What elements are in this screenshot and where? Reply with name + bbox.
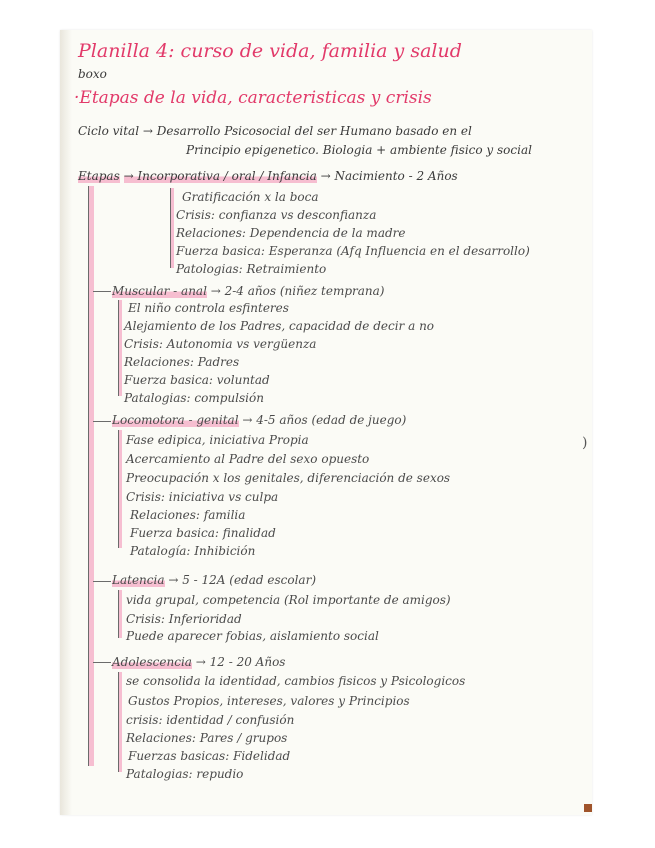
stage-1-item: Gratificación x la boca (182, 190, 319, 204)
stage-3-item: Crisis: iniciativa vs culpa (126, 490, 279, 504)
stage-1-range: → Nacimiento - 2 Años (320, 169, 458, 183)
main-vertical-bracket (88, 186, 94, 766)
stage-1-item: Relaciones: Dependencia de la madre (176, 226, 406, 240)
stage-5-bracket (118, 672, 122, 772)
stage-3-item: Acercamiento al Padre del sexo opuesto (126, 452, 370, 466)
stage-2-bracket (118, 300, 122, 396)
stage-3-item: Patalogía: Inhibición (130, 544, 256, 558)
stage-2-item: Patalogias: compulsión (124, 391, 264, 405)
page-binding-edge (60, 30, 72, 815)
stage-4-item: Crisis: Inferioridad (126, 612, 242, 626)
corner-mark (584, 804, 592, 812)
stages-label: Etapas (78, 169, 120, 183)
stage-2-heading: Muscular - anal (112, 284, 207, 298)
stage-3-bracket (118, 430, 122, 548)
stage-4-heading: Latencia (112, 573, 165, 587)
page-title: Planilla 4: curso de vida, familia y salud (78, 40, 462, 62)
stage-5-item: Gustos Propios, intereses, valores y Principios (128, 694, 410, 708)
margin-mark: ) (582, 435, 588, 451)
stage-5-item: se consolida la identidad, cambios fisicos y Psicologicos (126, 674, 466, 688)
stage-4-connector (93, 581, 111, 582)
stage-1-item: Patologias: Retraimiento (176, 262, 327, 276)
intro-lead: Ciclo vital (78, 124, 140, 138)
intro-text-line-1: → Desarrollo Psicosocial del ser Humano basado en el (142, 124, 472, 138)
stage-3-connector (93, 421, 111, 422)
stage-5-item: Patalogias: repudio (126, 767, 244, 781)
stage-2-item: Relaciones: Padres (124, 355, 240, 369)
stage-5-item: Fuerzas basicas: Fidelidad (128, 749, 291, 763)
stage-2-range: → 2-4 años (niñez temprana) (210, 284, 385, 298)
stage-5-range: → 12 - 20 Años (195, 655, 286, 669)
stage-3-item: Preocupación x los genitales, diferenciación de sexos (126, 471, 451, 485)
stage-2-item: El niño controla esfinteres (128, 301, 289, 315)
stage-1-bracket (170, 188, 174, 268)
stage-2-item: Alejamiento de los Padres, capacidad de decir a no (124, 319, 435, 333)
stage-3-item: Fase edipica, iniciativa Propia (126, 433, 309, 447)
stage-2-connector (93, 291, 111, 292)
stage-3-heading: Locomotora - genital (112, 413, 239, 427)
stage-5-connector (93, 662, 111, 663)
intro-text-line-2: Principio epigenetico. Biologia + ambiente fisico y social (186, 143, 532, 157)
title-scribble: boxo (78, 67, 107, 81)
section-subtitle: ·Etapas de la vida, caracteristicas y crisis (74, 88, 432, 108)
stage-1-item: Fuerza basica: Esperanza (Afq Influencia en el desarrollo) (176, 244, 530, 258)
stage-4-item: Puede aparecer fobias, aislamiento social (126, 629, 379, 643)
stage-3-item: Fuerza basica: finalidad (130, 526, 276, 540)
stage-5-heading: Adolescencia (112, 655, 192, 669)
stage-4-item: vida grupal, competencia (Rol importante de amigos) (126, 593, 451, 607)
stage-4-bracket (118, 590, 122, 638)
stage-1-item: Crisis: confianza vs desconfianza (176, 208, 377, 222)
stage-2-item: Crisis: Autonomia vs vergüenza (124, 337, 317, 351)
stage-5-item: Relaciones: Pares / grupos (126, 731, 288, 745)
stage-3-range: → 4-5 años (edad de juego) (242, 413, 407, 427)
stage-3-item: Relaciones: familia (130, 508, 246, 522)
stage-5-item: crisis: identidad / confusión (126, 713, 295, 727)
stage-4-range: → 5 - 12A (edad escolar) (168, 573, 316, 587)
stage-2-item: Fuerza basica: voluntad (124, 373, 270, 387)
stage-1-heading: → Incorporativa / oral / Infancia (123, 169, 317, 183)
